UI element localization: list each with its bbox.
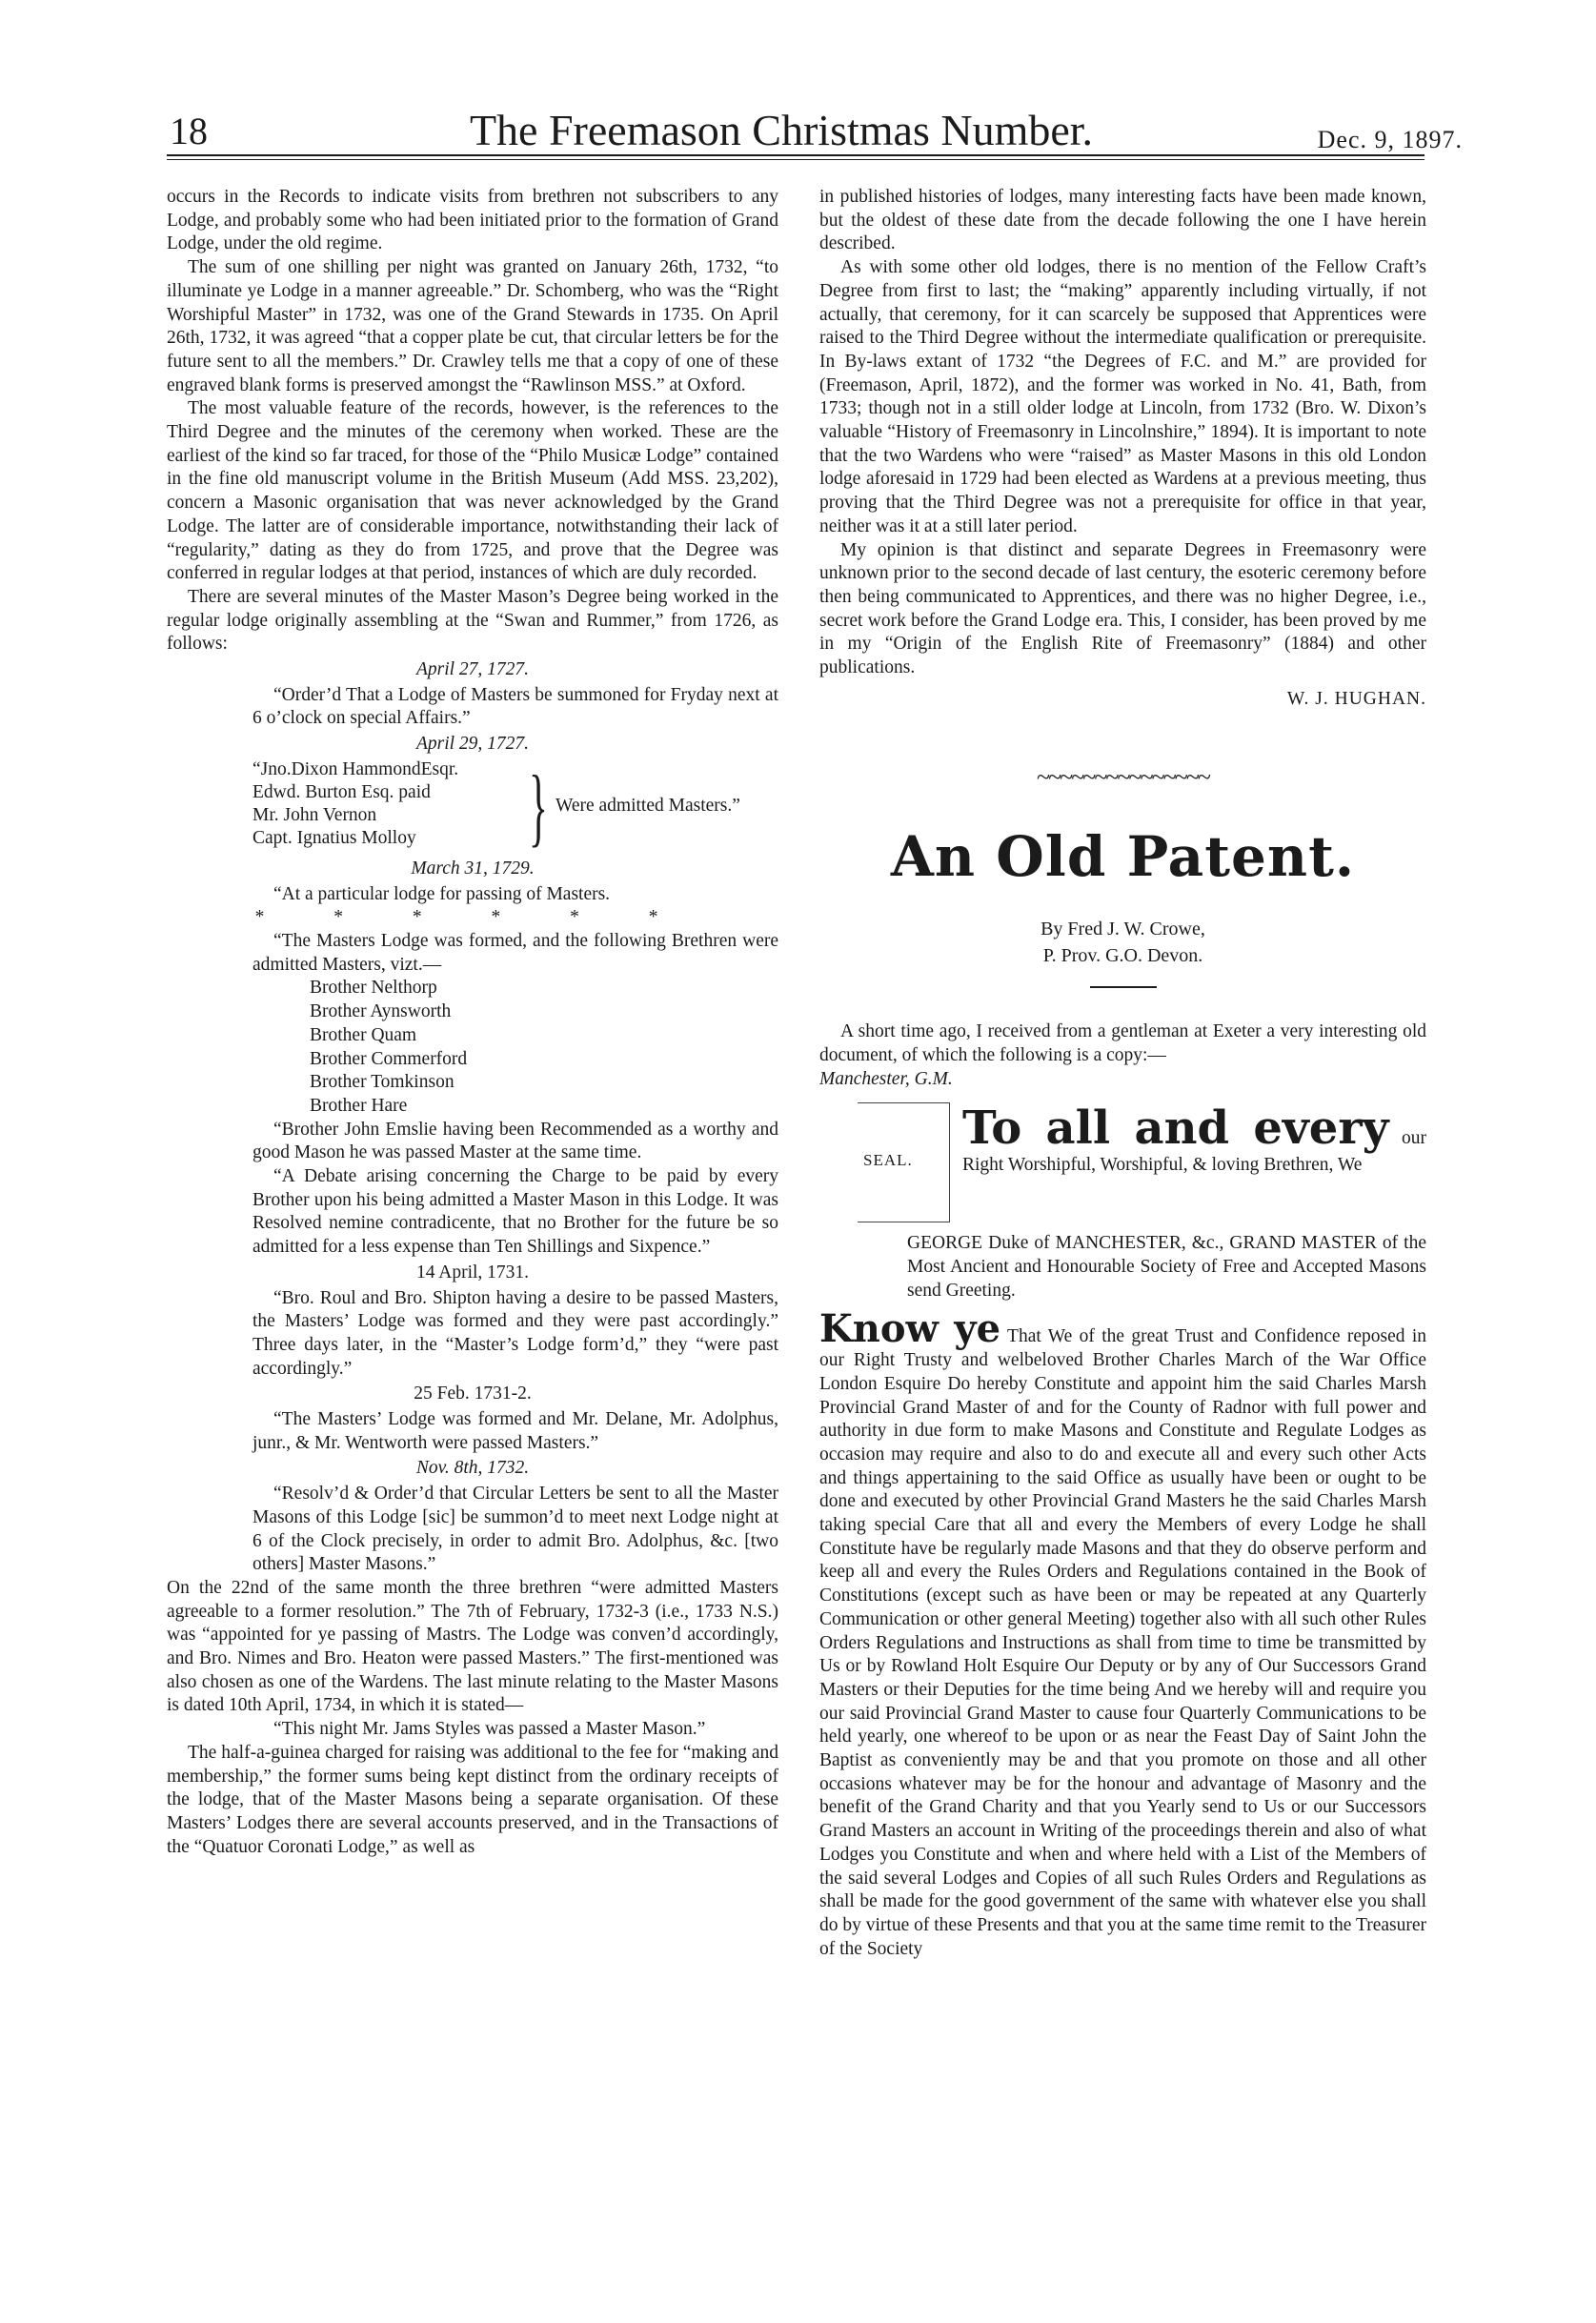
brother-entry: Brother Hare — [310, 1095, 408, 1116]
minute-quote: “The Masters’ Lodge was formed and Mr. Delane, Mr. Adolphus, junr., & Mr. Wentworth were passed Masters.” — [253, 1409, 778, 1453]
minute-quote: “At a particular lodge for passing of Masters. — [273, 883, 611, 904]
grand-master-title: GEORGE Duke of MANCHESTER, &c., GRAND MASTER of the Most Ancient and Honourable Society of Free and Accepted Masons send Greeting. — [907, 1233, 1426, 1301]
issue-date: Dec. 9, 1897. — [1317, 126, 1463, 153]
paragraph: The sum of one shilling per night was granted on January 26th, 1732, “to illuminate ye Lodge in a manner agreeable.” Dr. Schomberg, who was the “Right Worshipful Master” in 1732, was one of the Grand Stewards in 1735. On April 26th, 1732, it was agreed “that a copper plate be cut, that circular letters be for the future sent to all the members.” Dr. Crawley tells me that a copy of one of these engraved blank forms is preserved amongst the “Rawlinson MSS.” at Oxford. — [167, 257, 778, 395]
publication-title: The Freemason Christmas Number. — [469, 106, 1094, 154]
name-entry: “Jno.Dixon HammondEsqr. — [253, 758, 459, 779]
paragraph: On the 22nd of the same month the three brethren “were admitted Masters agreeable to a former resolution.” The 7th of February, 1732-3 (i.e., 1733 N.S.) was “appointed for ye passing of Mastrs. The Lodge was conven’d accordingly, and Bro. Nimes and Bro. Heaton were passed Masters.” The first-mentioned was also chosen as one of the Wardens. The last minute relating to the Master Masons is dated 10th April, 1734, in which it is stated— — [167, 1577, 778, 1716]
minute-quote: “Order’d That a Lodge of Masters be summoned for Fryday next at 6 o’clock on special Affairs.” — [253, 684, 778, 729]
name-entry: Capt. Ignatius Molloy — [253, 827, 416, 848]
paragraph: occurs in the Records to indicate visits from brethren not subscribers to any Lodge, and probably some who had been initiated prior to the formation of Grand Lodge, under the old regime. — [167, 187, 778, 254]
page-number: 18 — [170, 110, 208, 152]
minute-date: April 29, 1727. — [415, 734, 530, 755]
author-signature: W. J. HUGHAN. — [1286, 688, 1426, 709]
minute-date: March 31, 1729. — [411, 858, 535, 879]
seal-label: SEAL. — [863, 1151, 913, 1170]
left-column — [167, 186, 778, 2301]
brothers-list — [310, 977, 778, 1118]
paragraph: in published histories of lodges, many interesting facts have been made known, but the oldest of these date from the decade following the one I have herein described. — [819, 187, 1426, 254]
page-header — [0, 0, 1596, 162]
paragraph: A short time ago, I received from a gentleman at Exeter a very interesting old document, of which the following is a copy:— — [819, 1021, 1426, 1065]
paragraph: As with some other old lodges, there is no mention of the Fellow Craft’s Degree from first to last; the “making” apparently including virtually, if not actually, that ceremony, for it can scarcely be supposed that Apprentices were raised to the Third Degree without the intermediate qualification or prerequisite. In By-laws extant of 1732 “the Degrees of F.C. and M.” are provided for (Freemason, April, 1872), and the former was worked in No. 41, Bath, from 1733; though not in a still older lodge at Lincoln, from 1732 (Bro. W. Dixon’s valuable “History of Freemasonry in Lincolnshire,” 1894). It is important to note that the two Wardens who were “raised” as Master Masons in this old London lodge aforesaid in 1729 had been elected as Wardens at a previous meeting, thus proving that the Third Degree was not a prerequisite for office in that year, neither was it at a still later period. — [819, 257, 1426, 536]
name-entry: Mr. John Vernon — [253, 804, 377, 825]
seal-block — [819, 1102, 1426, 1222]
brother-entry: Brother Commerford — [310, 1048, 468, 1069]
patent-heading: To all and every — [962, 1101, 1389, 1156]
minute-quote: “The Masters Lodge was formed, and the following Brethren were admitted Masters, vizt.— — [253, 930, 778, 975]
know-ye-heading: Know ye — [819, 1306, 1001, 1352]
patent-text: That We of the great Trust and Confidence reposed in our Right Trusty and welbeloved Brother Charles March of the War Office London Esquire Do hereby Constitute and appoint him the said Charles Marsh Provincial Grand Master of and for the County of Radnor with full power and authority in due form to make Masons and Constitute and Regulate Lodges as occasion may require and also to do and execute all and every such other Acts and things appertaining to the said Office as usually have been or ought to be done and executed by other Provincial Grand Masters he the said Charles Marsh taking special Care that all and every the Members of every Lodge he shall Constitute have be regularly made Masons and that they do observe perform and keep all and every the Rules Orders and Regulations contained in the Book of Constitutions (except such as have been or may be repeated at any Quarterly Communication or other general Meeting) together also with all such other Rules Orders Regulations and Instructions as shall from time to time be transmitted by Us or by Rowland Holt Esquire Our Deputy or by any of Our Successors Grand Masters or their Deputies for the time being And we hereby will and require you our said Provincial Grand Master to cause four Quarterly Communications to be held yearly, one whereof to be upon or as near the Feast Day of Saint John the Baptist as conveniently may be and that you promote on those and all other occasions whatever may be for the honour and advantage of Masonry and the benefit of the Grand Charity and that you Yearly send to Us or our Successors Grand Masters an account in Writing of the proceedings therein and also of what Lodges you Constitute and when and where held with a List of the Members of the said several Lodges and Copies of all such Rules Orders and Regulations as shall be made for the good government of the same with whatever else you shall do by virtue of these Presents and that you at the same time remit to the Treasurer of the Society — [819, 1326, 1426, 1959]
brother-entry: Brother Quam — [310, 1024, 417, 1045]
minute-quote: “Brother John Emslie having been Recommended as a worthy and good Mason he was passed Master at the same time. — [253, 1119, 778, 1163]
names-note: Were admitted Masters.” — [556, 795, 740, 816]
minute-date: 25 Feb. 1731-2. — [414, 1384, 532, 1404]
minute-quote: “Resolv’d & Order’d that Circular Letters be sent to all the Master Masons of this Lodge [sic] be summon’d to meet next Lodge night at 6 of the Clock precisely, in order to admit Bro. Adolphus, &c. [two others] Master Masons.” — [253, 1484, 778, 1575]
seal-box — [858, 1102, 950, 1222]
brother-entry: Brother Aynsworth — [310, 1001, 452, 1022]
paragraph: The most valuable feature of the records, however, is the references to the Third Degree and the minutes of the ceremony when worked. These are the earliest of the kind so far traced, for those of the “Philo Musicæ Lodge” contained in the fine old manuscript volume in the British Museum (Add MSS. 23,202), concern a Masonic organisation that was never acknowledged by the Grand Lodge. The latter are of considerable importance, notwithstanding their lack of “regularity,” dating as they do from 1725, and prove that the Degree was conferred in regular lodges at that period, instances of which are duly recorded. — [167, 398, 778, 584]
minute-quote: “Bro. Roul and Bro. Shipton having a desire to be passed Masters, the Masters’ Lodge was formed and they were past accordingly.” Three days later, in the “Master’s Lodge form’d,” they “were past accordingly.” — [253, 1287, 778, 1379]
paragraph: My opinion is that distinct and separate Degrees in Freemasonry were unknown prior to the second decade of last century, the esoteric ceremony before then being communicated to Apprentices, and there was no higher Degree, i.e., secret work before the Grand Lodge era. This, I consider, has been proved by me in my “Origin of the English Rite of Freemasonry” (1884) and other publications. — [819, 539, 1426, 678]
asterisk-divider: * * * * * * — [254, 907, 691, 928]
patent-body — [819, 1306, 1426, 1961]
article-title: An Old Patent. — [890, 824, 1356, 890]
brother-entry: Brother Tomkinson — [310, 1072, 455, 1093]
paragraph: There are several minutes of the Master Mason’s Degree being worked in the regular lodge originally assembling at the “Swan and Rummer,” from 1726, as follows: — [167, 586, 778, 655]
minute-quote: “This night Mr. Jams Styles was passed a Master Mason.” — [273, 1719, 706, 1740]
right-column — [819, 186, 1426, 2301]
name-entry: Edwd. Burton Esq. paid — [253, 781, 431, 802]
minute-date: 14 April, 1731. — [415, 1262, 530, 1283]
patent-address: our Right Worshipful, Worshipful, & loving Brethren, We — [962, 1128, 1426, 1176]
brace-glyph: } — [529, 757, 548, 855]
ornamental-divider: ~~~~~~~~~~~~~~~ — [1037, 763, 1209, 792]
byline-author: By Fred J. W. Crowe, — [1040, 919, 1205, 940]
minute-date: Nov. 8th, 1732. — [415, 1458, 530, 1479]
header-rule-thin — [167, 159, 1424, 160]
paragraph: The half-a-guinea charged for raising was additional to the fee for “making and membership,” the former sums being kept distinct from the ordinary receipts of the lodge, that of the Master Masons being a separate organisation. Of these Masters’ Lodges there are several accounts preserved, and in the Transactions of the “Quatuor Coronati Lodge,” as well as — [167, 1742, 778, 1857]
minute-date: April 27, 1727. — [415, 659, 530, 680]
names-list — [253, 758, 458, 850]
admitted-names — [253, 758, 778, 856]
grand-master-signature: Manchester, G.M. — [819, 1068, 953, 1089]
minute-quote: “A Debate arising concerning the Charge to be paid by every Brother upon his being admitted a Master Mason in this Lodge. It was Resolved nemine contradicente, that no Brother for the future be so admitted for a less expense than Ten Shillings and Sixpence.” — [253, 1166, 778, 1258]
brother-entry: Brother Nelthorp — [310, 978, 437, 999]
seal-text — [962, 1102, 1426, 1178]
byline-title: P. Prov. G.O. Devon. — [1042, 945, 1203, 967]
header-rule — [167, 154, 1424, 156]
byline-rule — [1090, 986, 1157, 988]
